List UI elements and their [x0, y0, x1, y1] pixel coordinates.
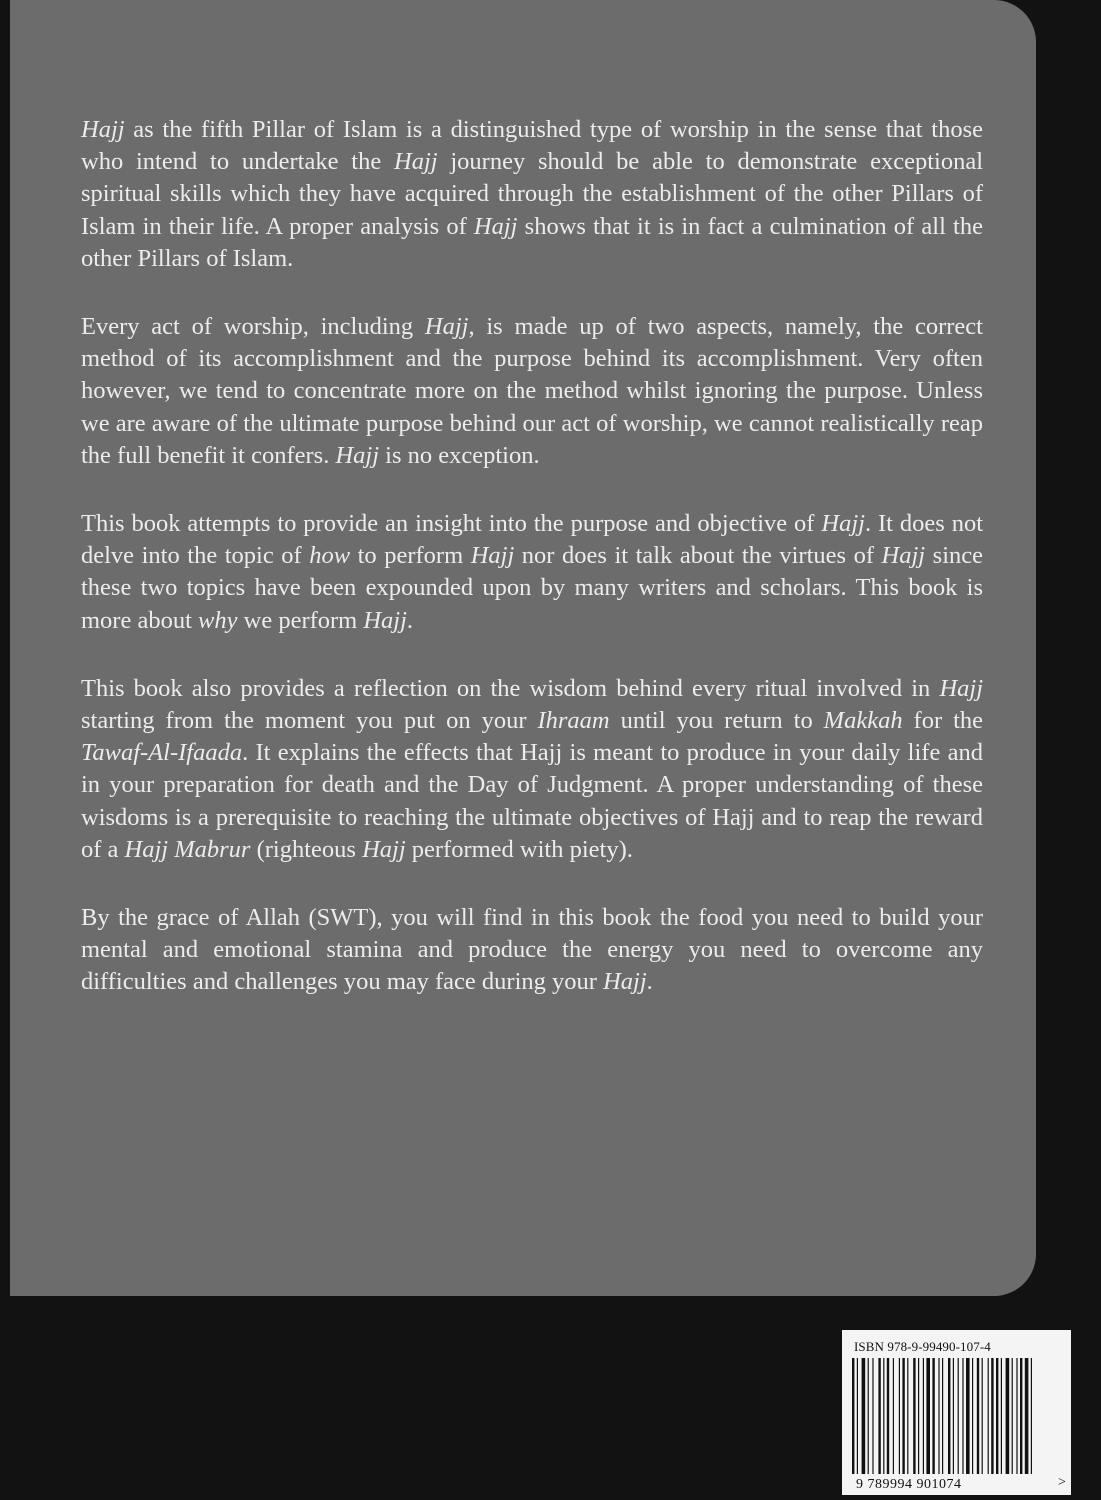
italic-run: Hajj [473, 212, 518, 240]
barcode-bar [962, 1358, 963, 1474]
text-run: until you return to [609, 707, 824, 735]
italic-run: Hajj [424, 313, 469, 341]
barcode-bar [982, 1358, 983, 1474]
barcode-bar [1031, 1358, 1032, 1474]
text-run: as the fifth Pillar of Islam is a distinguished type of worship in the sense that those who intend to undertake the [81, 116, 983, 176]
text-run: . It explains the effects that Hajj is meant to produce in your daily life and in your preparation for death and the Day of Judgment. A proper understanding of these wisdoms is a prerequisite to reaching the ultimate objectives of Hajj and to reap the reward of a [81, 739, 983, 863]
barcode-bar [872, 1358, 873, 1474]
barcode-bar [899, 1358, 900, 1474]
barcode-bar [862, 1358, 866, 1474]
italic-run: Makkah [823, 707, 903, 735]
barcode-bar [902, 1358, 904, 1474]
barcode-box [842, 1330, 1071, 1495]
paragraph [81, 114, 983, 275]
barcode-bar [1001, 1358, 1002, 1474]
text-run: This book also provides a reflection on the wisdom behind every ritual involved in [81, 674, 940, 702]
barcode-bar [972, 1358, 973, 1474]
text-run: is no exception. [379, 441, 540, 469]
italic-run: Hajj [939, 674, 983, 702]
paragraph [81, 311, 983, 472]
barcode-bar [852, 1358, 854, 1474]
italic-run: Hajj Mabrur [124, 835, 251, 863]
barcode-bar [977, 1358, 979, 1474]
text-run: . [646, 968, 653, 996]
barcode-bar [988, 1358, 989, 1474]
barcode-bars [842, 1330, 1071, 1495]
paragraph [81, 902, 983, 999]
barcode-bar [948, 1358, 950, 1474]
text-panel [10, 0, 1036, 1296]
barcode-bar [966, 1358, 970, 1474]
text-run: nor does it talk about the virtues of [514, 542, 882, 570]
barcode-bar [923, 1358, 924, 1474]
barcode-bar [868, 1358, 869, 1474]
barcode-bar [1016, 1358, 1017, 1474]
barcode-bar [926, 1358, 930, 1474]
barcode-bar [1025, 1358, 1029, 1474]
text-run: shows that it is in fact a culmination of all the other Pillars of Islam. [81, 212, 983, 272]
barcode-bar [932, 1358, 934, 1474]
italic-run: Hajj [603, 968, 647, 996]
text-run: to perform [350, 542, 471, 570]
italic-run: Ihraam [537, 707, 610, 735]
italic-run: Hajj [362, 835, 406, 863]
text-run: , is made up of two aspects, namely, the correct method of its accomplishment and the purpose behind its accomplishment. Very often however, we tend to concentrate more on the method whilst ignoring the purpose. Unless we are aware of the ultimate purpose behind our act of worship, we cannot realistically reap the full benefit it confers. [81, 313, 983, 469]
italic-run: Hajj [881, 542, 926, 570]
barcode-bar [857, 1358, 858, 1474]
text-run: journey should be able to demonstrate exceptional spiritual skills which they have acquired through the establishment of the other Pillars of Islam in their life. A proper analysis of [81, 148, 983, 240]
italic-run: how [309, 542, 351, 570]
barcode-bar [913, 1358, 915, 1474]
barcode-bar [893, 1358, 894, 1474]
barcode-bar [1012, 1358, 1013, 1474]
isbn-label: ISBN 978-9-99490-107-4 [854, 1339, 991, 1354]
italic-run: Tawaf-Al-Ifaada [81, 739, 243, 767]
italic-run: Hajj [470, 542, 515, 570]
barcode-bar [918, 1358, 919, 1474]
text-run: Every act of worship, including [81, 313, 425, 341]
barcode-bar [958, 1358, 959, 1474]
text-run: By the grace of Allah (SWT), you will find in this book the food you need to build your mental and emotional stamina and produce the energy you need to overcome any difficulties and challenges you may face during your [81, 904, 983, 996]
text-run: . [406, 606, 414, 634]
text-run: for the [902, 707, 983, 735]
italic-run: Hajj [335, 441, 380, 469]
barcode-bar [883, 1358, 884, 1474]
barcode-arrow: > [1058, 1475, 1066, 1490]
text-run: This book attempts to provide an insight into the purpose and objective of [81, 510, 822, 538]
text-run: starting from the moment you put on your [81, 707, 538, 735]
text-run: . It does not delve into the topic of [81, 510, 984, 570]
barcode-bar [907, 1358, 908, 1474]
text-run: since these two topics have been expounded upon by many writers and scholars. This book is more about [81, 542, 983, 634]
barcode-bar [991, 1358, 993, 1474]
text-run: performed with piety). [405, 835, 633, 863]
barcode-digits: 9 789994 901074 [856, 1477, 962, 1492]
text-run: (righteous [250, 835, 363, 863]
barcode-bar [938, 1358, 939, 1474]
barcode-bar [1006, 1358, 1010, 1474]
barcode-bar [953, 1358, 954, 1474]
italic-run: Hajj [363, 606, 407, 634]
barcode-bar [1020, 1358, 1022, 1474]
barcode-bar [996, 1358, 998, 1474]
italic-run: Hajj [81, 116, 125, 143]
italic-run: Hajj [821, 510, 865, 538]
italic-run: why [198, 606, 238, 634]
barcode-bar [942, 1358, 943, 1474]
barcode-bar [887, 1358, 889, 1474]
blurb-text [81, 114, 983, 1035]
paragraph [81, 673, 983, 866]
barcode-bar [878, 1358, 880, 1474]
text-run: we perform [237, 606, 364, 634]
paragraph [81, 508, 983, 637]
italic-run: Hajj [394, 148, 438, 176]
